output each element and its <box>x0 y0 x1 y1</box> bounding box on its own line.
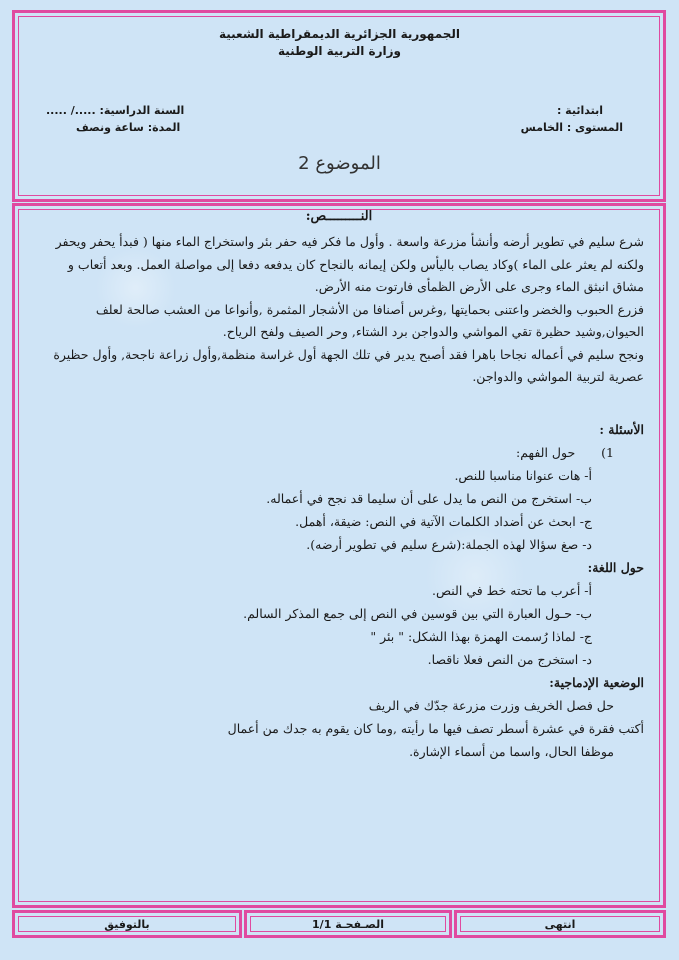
republic-name: الجمهورية الجزائرية الديمقراطية الشعبية <box>218 27 461 41</box>
comprehension-title: حول الفهم: <box>516 445 576 460</box>
footer-end-cell <box>454 910 666 938</box>
paragraph: فزرع الحبوب والخضر واعتنى بحمايتها ,وغرس أصنافا من الأشجار المثمرة ,وأنواعا من العشب صالحة لعلف الحيوان,وشيد حظيرة تقي المواشي والدواجن برد الشتاء, وحر الصيف ولفح الرياح. <box>95 301 644 339</box>
language-item: ب- حـول العبارة التي بين قوسين في النص إلى جمع المذكر السالم. <box>243 606 592 621</box>
text-body <box>34 231 644 389</box>
level-label: المستوى : الخامس <box>520 121 623 134</box>
header-title <box>0 26 679 60</box>
integration-line: حل فصل الخريف وزرت مزرعة جدّك في الريف <box>368 698 614 713</box>
school-label: ابتدائية : <box>556 104 603 117</box>
footer-page-cell <box>244 910 452 938</box>
integration-heading: الوضعية الإدماجية: <box>549 675 644 690</box>
questions-heading: الأسئلة : <box>599 422 644 437</box>
subject-title: الموضوع 2 <box>298 153 381 174</box>
language-item: ج- لماذا رُسمت الهمزة بهذا الشكل: " بئر " <box>370 629 592 644</box>
text-title: النـــــــــص: <box>305 209 373 224</box>
footer-luck-cell <box>12 910 242 938</box>
comprehension-heading <box>34 441 644 464</box>
year-value: ...../ ..... <box>46 104 96 117</box>
paragraph: شرع سليم في تطوير أرضه وأنشأ مزرعة واسعة . وأول ما فكر فيه حفر بئر واستخراج الماء منها ( فبدأ يحفر ويحفر ولكنه لم يعثر على الماء )وكاد يصاب باليأس ولكن إيمانه بالنجاح كان يدفعه دفعا إلى مواصلة العمل. وبعد أتعاب و مشاق انبثق الماء وجرى على الأرض الظمأى فارتوت منه الأرض. <box>55 234 644 294</box>
language-item: د- استخرج من النص فعلا ناقصا. <box>427 652 592 667</box>
integration-line: أكتب فقرة في عشرة أسطر تصف فيها ما رأيته ,وما كان يقوم به جدك من أعمال <box>227 721 644 736</box>
paragraph: ونجح سليم في أعماله نجاحا باهرا فقد أصبح يدير في تلك الجهة أول غراسة منظمة,وأول زراعة ناجحة, وأول حظيرة عصرية لتربية المواشي والدواجن. <box>53 346 644 384</box>
comprehension-item: ج- ابحث عن أضداد الكلمات الآتية في النص: ضيقة، أهمل. <box>295 514 592 529</box>
good-luck-label: بالتوفيق <box>104 918 150 931</box>
page-number: الصـفحـة 1/1 <box>312 918 384 931</box>
language-heading: حول اللغة: <box>587 560 644 575</box>
comprehension-item: د- صغ سؤالا لهذه الجملة:(شرع سليم في تطوير أرضه). <box>306 537 592 552</box>
ministry-name: وزارة التربية الوطنية <box>277 44 401 58</box>
questions-section <box>34 418 644 763</box>
integration-line: موظفا الحال، واسما من أسماء الإشارة. <box>409 744 614 759</box>
comprehension-number: 1) <box>601 445 614 460</box>
duration-label: المدة: ساعة ونصف <box>76 121 181 134</box>
language-item: أ- أعرب ما تحته خط في النص. <box>432 583 592 598</box>
comprehension-item: ب- استخرج من النص ما يدل على أن سليما قد نجح في أعماله. <box>266 491 592 506</box>
end-label: انتهى <box>544 918 576 931</box>
year-label: السنة الدراسية: <box>99 104 185 117</box>
school-year <box>46 104 184 117</box>
comprehension-item: أ- هات عنوانا مناسبا للنص. <box>454 468 592 483</box>
